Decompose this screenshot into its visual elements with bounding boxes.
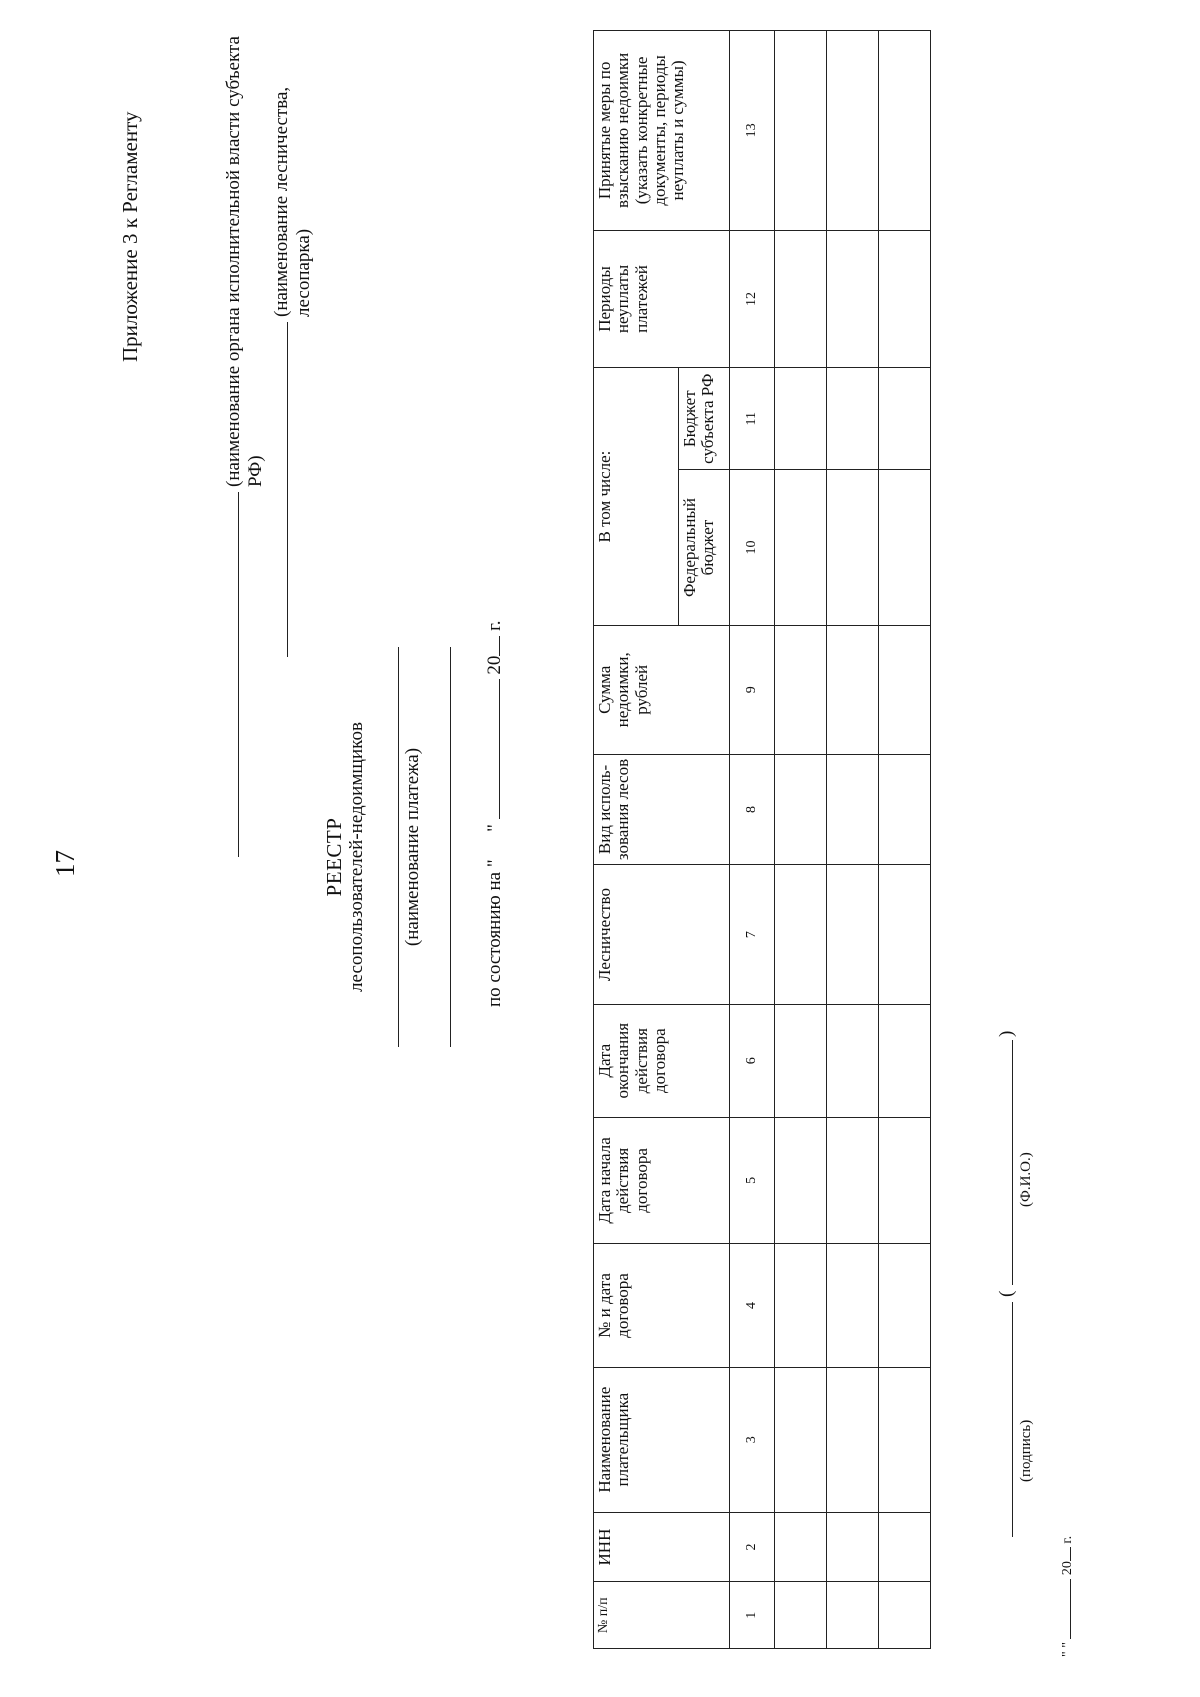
as-of-prefix: по состоянию на " xyxy=(484,859,505,1007)
table-cell xyxy=(827,625,879,754)
header-inn: ИНН xyxy=(594,1512,730,1582)
table-cell xyxy=(827,1244,879,1367)
table-header-row xyxy=(594,31,679,1649)
column-number: 12 xyxy=(730,230,775,367)
header-federal-budget: Федеральный бюджет xyxy=(679,470,730,626)
date-year-blank xyxy=(1058,1547,1071,1561)
table-cell xyxy=(827,865,879,1005)
payment-line-2 xyxy=(450,647,451,1047)
table-cell xyxy=(775,1004,827,1117)
registry-table xyxy=(593,30,931,1649)
header-forestry: Лесничество xyxy=(594,865,730,1005)
table-cell xyxy=(827,368,879,470)
column-number: 13 xyxy=(730,31,775,231)
header-contract-number-date: № и дата договора xyxy=(594,1244,730,1367)
table-cell xyxy=(879,230,931,367)
authority-caption: (наименование органа исполнительной власти субъекта РФ) xyxy=(223,36,266,487)
table-cell xyxy=(827,754,879,865)
signature-close-paren: ) xyxy=(996,1030,1017,1037)
table-cell xyxy=(879,1117,931,1244)
table-cell xyxy=(775,1117,827,1244)
table-row xyxy=(879,31,931,1649)
signature-open-paren: ( xyxy=(996,1290,1017,1297)
forestry-caption: (наименование лесничества, лесопарка) xyxy=(271,86,314,317)
date-year-suffix: г. xyxy=(1060,1535,1075,1544)
table-cell xyxy=(827,230,879,367)
signature-line xyxy=(1012,1302,1013,1537)
header-payer-name: Наименование плательщика xyxy=(594,1367,730,1512)
column-number: 3 xyxy=(730,1367,775,1512)
header-number: № п/п xyxy=(594,1582,730,1649)
table-cell xyxy=(879,470,931,626)
table-cell xyxy=(879,865,931,1005)
as-of-year-prefix: 20 xyxy=(484,655,505,675)
table-row xyxy=(827,31,879,1649)
as-of-year-suffix: г. xyxy=(484,620,505,631)
table-cell xyxy=(879,1582,931,1649)
as-of-year-blank xyxy=(485,636,500,656)
column-number: 6 xyxy=(730,1004,775,1117)
table-cell xyxy=(879,754,931,865)
document-subtitle: лесопользователей-недоимщиков xyxy=(346,722,367,992)
payment-caption: (наименование платежа) xyxy=(402,747,423,947)
as-of-month-blank xyxy=(485,679,500,819)
authority-line xyxy=(238,492,239,857)
header-measures-taken: Принятые меры по взысканию недоимки (указать конкретные документы, периоды неуплаты и суммы) xyxy=(594,31,730,231)
header-contract-start: Дата начала действия договора xyxy=(594,1117,730,1244)
column-number: 1 xyxy=(730,1582,775,1649)
column-number: 11 xyxy=(730,368,775,470)
column-number: 10 xyxy=(730,470,775,626)
header-including: В том числе: xyxy=(594,368,679,626)
table-cell xyxy=(879,625,931,754)
table-cell xyxy=(879,1512,931,1582)
table-cell xyxy=(879,1004,931,1117)
table-cell xyxy=(775,368,827,470)
header-contract-end: Дата окончания действия договора xyxy=(594,1004,730,1117)
table-cell xyxy=(827,1367,879,1512)
table-cell xyxy=(775,1367,827,1512)
appendix-note: Приложение 3 к Регламенту xyxy=(118,111,142,362)
table-cell xyxy=(775,470,827,626)
header-regional-budget: Бюджет субъекта РФ xyxy=(679,368,730,470)
column-numbers-row xyxy=(730,31,775,1649)
column-number: 9 xyxy=(730,625,775,754)
header-forest-use-type: Вид исполь-зования лесов xyxy=(594,754,730,865)
column-number: 7 xyxy=(730,865,775,1005)
as-of-quote: " xyxy=(484,824,505,832)
table-cell xyxy=(827,1512,879,1582)
table-cell xyxy=(827,1004,879,1117)
name-caption: (Ф.И.О.) xyxy=(1018,1152,1034,1207)
signature-caption: (подпись) xyxy=(1018,1419,1034,1482)
forestry-line xyxy=(287,322,288,657)
table-cell xyxy=(775,1244,827,1367)
date-year-prefix: 20 xyxy=(1060,1561,1075,1576)
table-cell xyxy=(775,1582,827,1649)
as-of-line xyxy=(484,621,506,1008)
table-row xyxy=(775,31,827,1649)
table-cell xyxy=(775,754,827,865)
date-month-blank xyxy=(1058,1579,1071,1639)
table-cell xyxy=(775,1512,827,1582)
date-quotes: " " xyxy=(1060,1642,1075,1657)
table-cell xyxy=(827,470,879,626)
table-cell xyxy=(775,31,827,231)
column-number: 5 xyxy=(730,1117,775,1244)
table-cell xyxy=(879,1367,931,1512)
page-number: 17 xyxy=(50,850,80,877)
document-title: РЕЕСТР xyxy=(322,817,346,897)
table-cell xyxy=(827,1117,879,1244)
payment-line xyxy=(398,647,399,1047)
table-cell xyxy=(827,1582,879,1649)
table-cell xyxy=(827,31,879,231)
column-number: 2 xyxy=(730,1512,775,1582)
table-cell xyxy=(775,865,827,1005)
header-arrears-sum: Сумма недоимки, рублей xyxy=(594,625,730,754)
column-number: 4 xyxy=(730,1244,775,1367)
table-cell xyxy=(775,230,827,367)
table-cell xyxy=(879,31,931,231)
header-nonpayment-periods: Периоды неуплаты платежей xyxy=(594,230,730,367)
table-cell xyxy=(879,1244,931,1367)
name-line xyxy=(1012,1040,1013,1285)
table-cell xyxy=(775,625,827,754)
table-cell xyxy=(879,368,931,470)
column-number: 8 xyxy=(730,754,775,865)
signature-date xyxy=(1058,1536,1076,1657)
